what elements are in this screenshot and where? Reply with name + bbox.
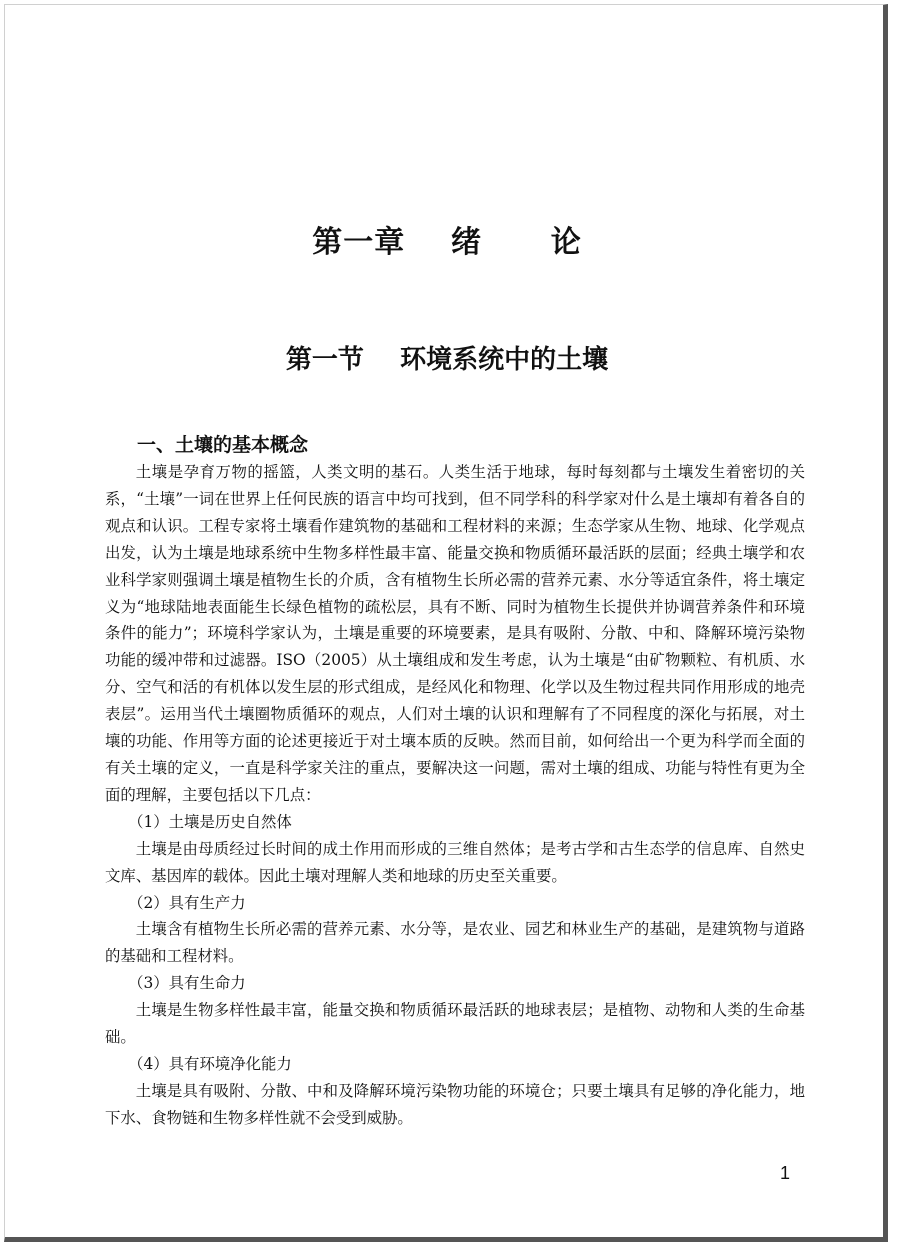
item-text-3: 土壤是生物多样性最丰富，能量交换和物质循环最活跃的地球表层；是植物、动物和人类的生命基础。 (105, 1001, 805, 1047)
section-title: 第一节 环境系统中的土壤 (285, 345, 609, 375)
item-heading-4: （4）具有环境净化能力 (128, 1054, 292, 1073)
chapter-title: 第一章 绪 论 (312, 225, 582, 260)
body-text (105, 459, 805, 1132)
item-text-1: 土壤是由母质经过长时间的成土作用而形成的三维自然体；是考古学和古生态学的信息库、自然史文库、基因库的载体。因此土壤对理解人类和地球的历史至关重要。 (105, 839, 805, 885)
intro-paragraph: 土壤是孕育万物的摇篮，人类文明的基石。人类生活于地球，每时每刻都与土壤发生着密切的关系，“土壤”一词在世界上任何民族的语言中均可找到，但不同学科的科学家对什么是土壤却有着各自的观点和认识。工程专家将土壤看作建筑物的基础和工程材料的来源；生态学家从生物、地球、化学观点出发，认为土壤是地球系统中生物多样性最丰富、能量交换和物质循环最活跃的层面；经典土壤学和农业科学家则强调土壤是植物生长的介质，含有植物生长所必需的营养元素、水分等适宜条件，将土壤定义为“地球陆地表面能生长绿色植物的疏松层，具有不断、同时为植物生长提供并协调营养条件和环境条件的能力”；环境科学家认为，土壤是重要的环境要素，是具有吸附、分散、中和、降解环境污染物功能的缓冲带和过滤器。ISO（2005）从土壤组成和发生考虑，认为土壤是“由矿物颗粒、有机质、水分、空气和活的有机体以发生层的形式组成，是经风化和物理、化学以及生物过程共同作用形成的地壳表层”。运用当代土壤圈物质循环的观点，人们对土壤的认识和理解有了不同程度的深化与拓展，对土壤的功能、作用等方面的论述更接近于对土壤本质的反映。然而目前，如何给出一个更为科学而全面的有关土壤的定义，一直是科学家关注的重点，要解决这一问题，需对土壤的组成、功能与特性有更为全面的理解，主要包括以下几点： (105, 463, 805, 804)
item-text-2: 土壤含有植物生长所必需的营养元素、水分等，是农业、园艺和林业生产的基础，是建筑物与道路的基础和工程材料。 (105, 920, 805, 966)
item-heading-3: （3）具有生命力 (128, 974, 246, 993)
item-heading-1: （1）土壤是历史自然体 (128, 812, 292, 831)
item-heading-2: （2）具有生产力 (128, 893, 246, 912)
page-number: 1 (780, 1163, 791, 1183)
book-page (4, 4, 888, 1242)
item-text-4: 土壤是具有吸附、分散、中和及降解环境污染物功能的环境仓；只要土壤具有足够的净化能力，地下水、食物链和生物多样性就不会受到威胁。 (105, 1081, 805, 1127)
subsection-title: 一、土壤的基本概念 (137, 434, 309, 456)
